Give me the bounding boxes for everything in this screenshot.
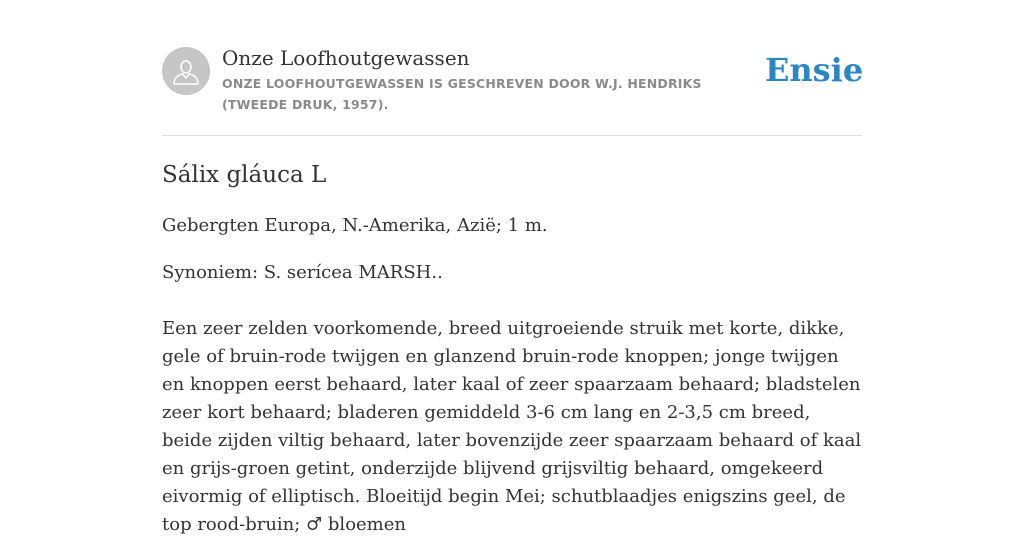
author-avatar[interactable]: [162, 47, 210, 95]
book-description: ONZE LOOFHOUTGEWASSEN IS GESCHREVEN DOOR W.J. HENDRIKS (TWEEDE DRUK, 1957).: [222, 76, 702, 112]
book-title[interactable]: Onze Loofhoutgewassen: [222, 46, 470, 70]
entry-synonyms: Synoniem: S. serícea MARSH..: [162, 262, 443, 283]
header-divider: [162, 135, 862, 136]
ensie-logo[interactable]: Ensie: [765, 51, 864, 89]
page-header: [162, 46, 862, 116]
user-silhouette-icon: [162, 47, 210, 95]
entry-description: Een zeer zelden voorkomende, breed uitgroeiende struik met korte, dikke, gele of bruin-rode twijgen en glanzend bruin-rode knoppen; jonge twijgen en knoppen eerst behaard, later kaal of zeer spaarzaam behaard; bladstelen zeer kort behaard; bladeren gemiddeld 3-6 cm lang en 2-3,5 cm breed, beide zijden viltig behaard, later bovenzijde zeer spaarzaam behaard of kaal en grijs-groen getint, onderzijde blijvend grijsviltig behaard, omgekeerd eivormig of elliptisch. Bloeitijd begin Mei; schutblaadjes enigszins geel, de top rood-bruin; ♂ bloemen: [162, 318, 862, 535]
entry-title: Sálix gláuca L: [162, 162, 327, 188]
entry-distribution: Gebergten Europa, N.-Amerika, Azië; 1 m.: [162, 215, 548, 236]
